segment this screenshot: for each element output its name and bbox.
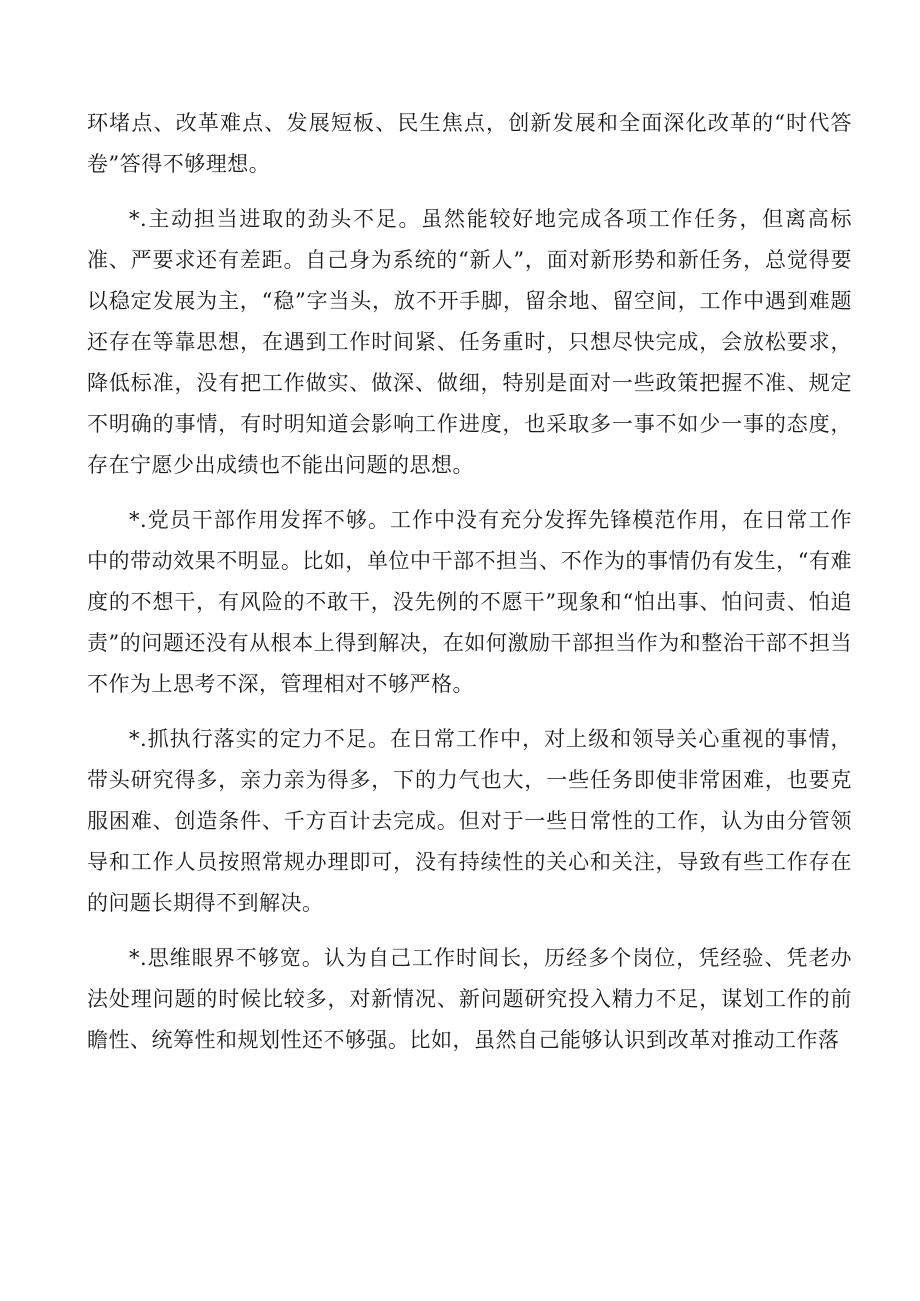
document-page xyxy=(87,103,852,1061)
paragraph-execution: *.抓执行落实的定力不足。在日常工作中，对上级和领导关心重视的事情，带头研究得多，亲力亲为得多，下的力气也大，一些任务即使非常困难，也要克服困难、创造条件、千方百计去完成。但对于一些日常性的工作，认为由分管领导和工作人员按照常规办理即可，没有持续性的关心和关注，导致有些工作存在的问题长期得不到解决。 xyxy=(87,727,852,915)
paragraph-continuation: 环堵点、改革难点、发展短板、民生焦点，创新发展和全面深化改革的“时代答卷”答得不够理想。 xyxy=(87,111,852,176)
paragraph-vision: *.思维眼界不够宽。认为自己工作时间长，历经多个岗位，凭经验、凭老办法处理问题的时候比较多，对新情况、新问题研究投入精力不足，谋划工作的前瞻性、统筹性和规划性还不够强。比如，虽然自己能够认识到改革对推动工作落 xyxy=(87,946,852,1052)
paragraph-initiative: *.主动担当进取的劲头不足。虽然能较好地完成各项工作任务，但离高标准、严要求还有差距。自己身为系统的“新人”，面对新形势和新任务，总觉得要以稳定发展为主，“稳”字当头，放不开手脚，留余地、留空间，工作中遇到难题还存在等靠思想，在遇到工作时间紧、任务重时，只想尽快完成，会放松要求，降低标准，没有把工作做实、做深、做细，特别是面对一些政策把握不准、规定不明确的事情，有时明知道会影响工作进度，也采取多一事不如少一事的态度，存在宁愿少出成绩也不能出问题的思想。 xyxy=(87,207,852,477)
paragraph-cadre-role: *.党员干部作用发挥不够。工作中没有充分发挥先锋模范作用，在日常工作中的带动效果不明显。比如，单位中干部不担当、不作为的事情仍有发生，“有难度的不想干，有风险的不敢干，没先例的不愿干”现象和“怕出事、怕问责、怕追责”的问题还没有从根本上得到解决，在如何激励干部担当作为和整治干部不担当不作为上思考不深，管理相对不够严格。 xyxy=(87,508,852,696)
